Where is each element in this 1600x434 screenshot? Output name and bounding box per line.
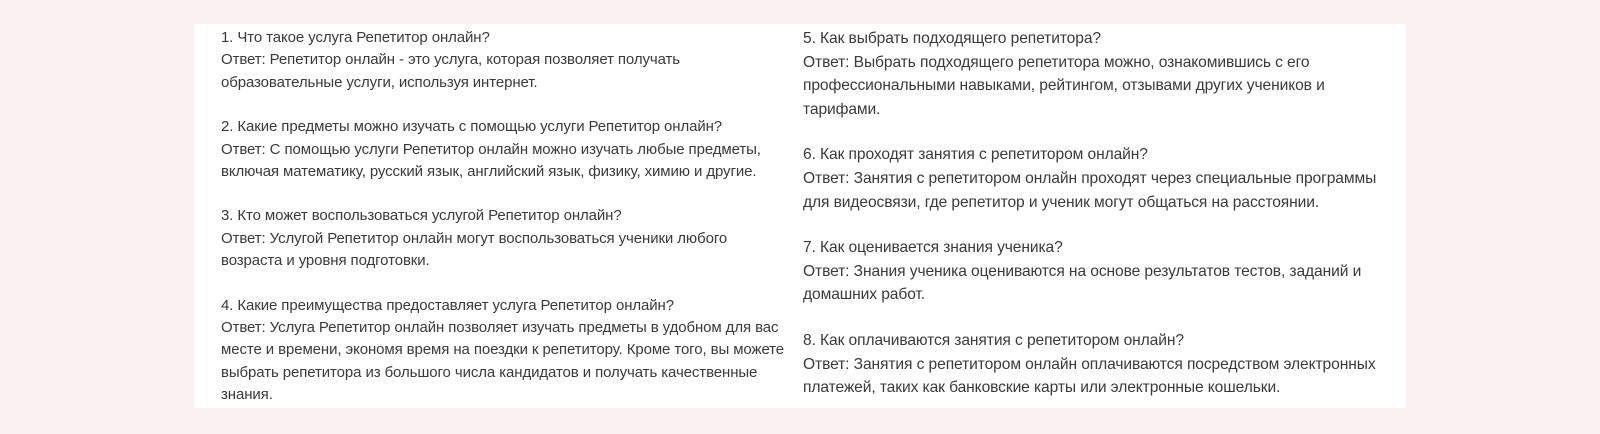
faq-item xyxy=(221,27,791,94)
faq-answer: Ответ: Репетитор онлайн - это услуга, которая позволяет получать образовательные услуги, используя интернет. xyxy=(221,51,681,91)
faq-answer: Ответ: Услуга Репетитор онлайн позволяет изучать предметы в удобном для вас месте и времени, экономя время на поездки к репетитору. Кроме того, вы можете выбрать репетитора из большого числа кандидатов и получать качественные знания. xyxy=(221,319,785,404)
faq-question: 1. Что такое услуга Репетитор онлайн? xyxy=(221,29,490,46)
faq-item xyxy=(803,236,1403,307)
faq-answer: Ответ: Знания ученика оцениваются на основе результатов тестов, заданий и домашних работ. xyxy=(803,262,1362,304)
faq-column-right xyxy=(803,27,1403,422)
faq-question: 7. Как оценивается знания ученика? xyxy=(803,239,1063,257)
faq-item xyxy=(803,27,1403,121)
faq-item xyxy=(803,143,1403,214)
faq-item xyxy=(803,329,1403,400)
faq-item xyxy=(221,205,791,272)
faq-question: 4. Какие преимущества предоставляет услуга Репетитор онлайн? xyxy=(221,296,674,314)
faq-question: 5. Как выбрать подходящего репетитора? xyxy=(803,30,1101,47)
faq-question: 3. Кто может воспользоваться услугой Репетитор онлайн? xyxy=(221,207,622,225)
faq-answer: Ответ: Выбрать подходящего репетитора можно, ознакомившись с его профессиональными навыками, рейтингом, отзывами других учеников и тарифами. xyxy=(803,53,1325,118)
faq-question: 6. Как проходят занятия с репетитором онлайн? xyxy=(803,146,1148,164)
faq-item xyxy=(221,295,791,407)
faq-answer: Ответ: Занятия с репетитором онлайн оплачиваются посредством электронных платежей, таких как банковские карты или электронные кошельки. xyxy=(803,355,1376,397)
faq-item xyxy=(221,116,791,183)
faq-answer: Ответ: Занятия с репетитором онлайн проходят через специальные программы для видеосвязи, где репетитор и ученик могут общаться на расстоянии. xyxy=(803,169,1377,211)
faq-answer: Ответ: Услугой Репетитор онлайн могут воспользоваться ученики любого возраста и уровня подготовки. xyxy=(221,229,728,270)
faq-question: 2. Какие предметы можно изучать с помощью услуги Репетитор онлайн? xyxy=(221,118,723,136)
faq-column-left xyxy=(221,27,791,429)
faq-answer: Ответ: С помощью услуги Репетитор онлайн можно изучать любые предметы, включая математику, русский язык, английский язык, физику, химию и другие. xyxy=(221,140,761,181)
faq-question: 8. Как оплачиваются занятия с репетитором онлайн? xyxy=(803,331,1184,349)
